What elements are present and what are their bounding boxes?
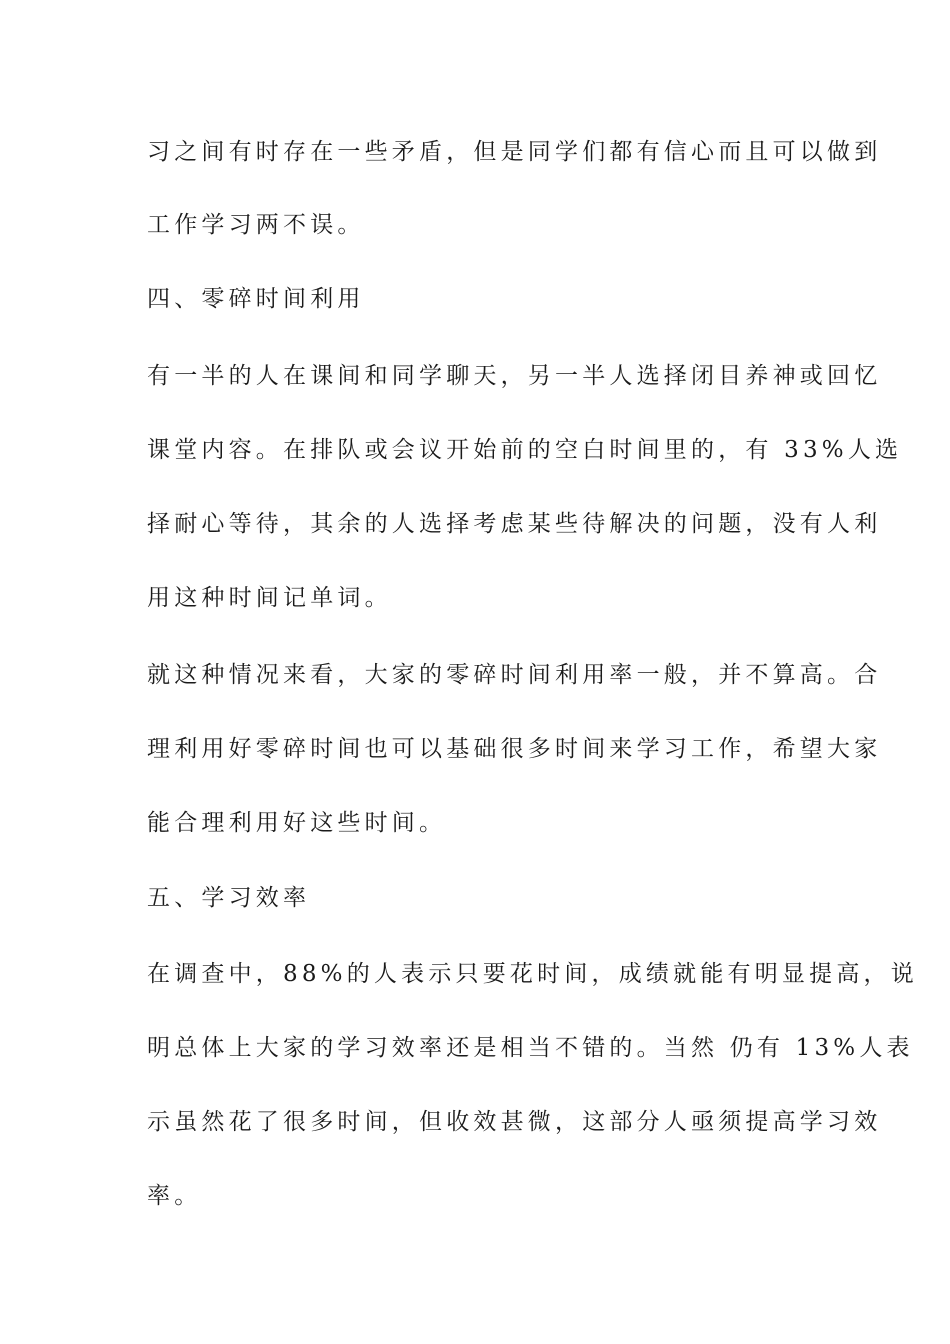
section-heading: 四、零碎时间利用 (147, 286, 365, 312)
paragraph-line: 择耐心等待，其余的人选择考虑某些待解决的问题，没有人利 (147, 511, 882, 537)
paragraph-line: 能合理利用好这些时间。 (147, 810, 447, 836)
paragraph-line: 就这种情况来看，大家的零碎时间利用率一般，并不算高。合 (147, 662, 882, 688)
paragraph-line: 示虽然花了很多时间，但收效甚微，这部分人亟须提高学习效 (147, 1109, 882, 1135)
paragraph-line: 课堂内容。在排队或会议开始前的空白时间里的，有 33%人选 (147, 437, 903, 463)
paragraph-line: 工作学习两不误。 (147, 212, 365, 238)
paragraph-line: 明总体上大家的学习效率还是相当不错的。当然 仍有 13%人表 (147, 1035, 914, 1061)
section-heading: 五、学习效率 (147, 885, 311, 911)
paragraph-line: 率。 (147, 1183, 202, 1209)
paragraph-line: 有一半的人在课间和同学聊天，另一半人选择闭目养神或回忆 (147, 363, 882, 389)
paragraph-line: 在调查中，88%的人表示只要花时间，成绩就能有明显提高，说 (147, 961, 918, 987)
paragraph-line: 用这种时间记单词。 (147, 585, 392, 611)
paragraph-line: 习之间有时存在一些矛盾，但是同学们都有信心而且可以做到 (147, 139, 882, 165)
paragraph-line: 理利用好零碎时间也可以基础很多时间来学习工作，希望大家 (147, 736, 882, 762)
